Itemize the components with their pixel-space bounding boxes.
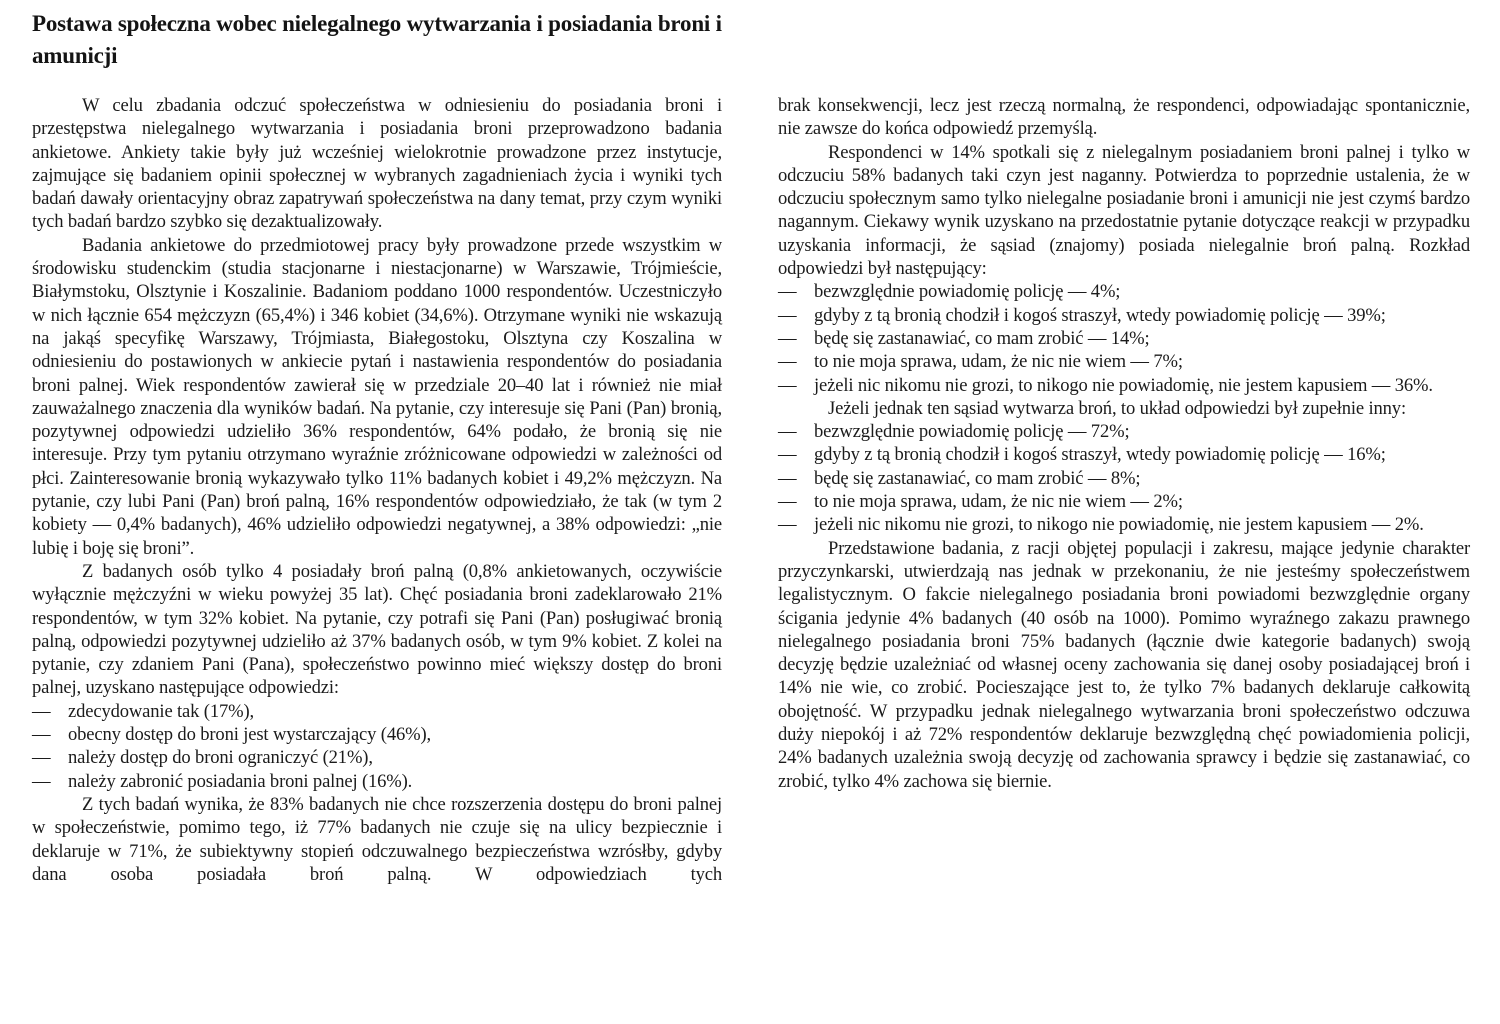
paragraph: Przedstawione badania, z racji objętej populacji i zakresu, mające jedynie charakter przyczynkarski, utwierdzają nas jednak w przekonaniu, że nie jesteśmy społeczeństwem legalistycznym. O fakcie nielegalnego posiadania broni powiadomi bezwzględnie organy ścigania jedynie 4% badanych (40 osób na 1000). Pomimo wyraźnego zakazu prawnego nielegalnego posiadania broni 75% badanych (łącznie dwie kategorie badanych) swoją decyzję będzie uzależniać od własnej oceny zachowania się danej osoby posiadającej broń i 14% nie wie, co zrobić. Pocieszające jest to, że tylko 7% badanych deklaruje całkowitą obojętność. W przypadku jednak nielegalnego wytwarzania broni społeczeństwo odczuwa duży niepokój i aż 72% respondentów deklaruje bezwzględną chęć powiadomienia policji, 24% badanych uzależnia swoją decyzję od zachowania sprawcy i będzie się zastanawiać, co zrobić, tylko 4% zachowa się biernie. xyxy=(778,537,1470,792)
list-item xyxy=(32,770,722,793)
dash-bullet: — xyxy=(778,351,797,373)
list-item-text: należy zabronić posiadania broni palnej (16%). xyxy=(68,770,413,792)
list-item xyxy=(778,467,1470,490)
list-item-text: gdyby z tą bronią chodził i kogoś straszył, wtedy powiadomię policję — 16%; xyxy=(814,444,1386,466)
dash-bullet: — xyxy=(32,747,51,769)
list-item xyxy=(778,490,1470,513)
dash-bullet: — xyxy=(778,421,797,443)
left-column xyxy=(32,94,722,886)
list-item xyxy=(32,700,722,723)
list-item-text: będę się zastanawiać, co mam zrobić — 8%; xyxy=(814,467,1141,489)
list-item-text: to nie moja sprawa, udam, że nic nie wiem — 7%; xyxy=(814,351,1183,373)
list-item-text: należy dostęp do broni ograniczyć (21%), xyxy=(68,747,373,769)
paragraph: W celu zbadania odczuć społeczeństwa w odniesieniu do posiadania broni i przestępstwa nielegalnego wytwarzania i posiadania broni przeprowadzono badania ankietowe. Ankiety takie były już wcześniej wielokrotnie prowadzone przez instytucje, zajmujące się badaniem opinii społecznej w wybranych zagadnieniach życia i wyniki tych badań dawały orientacyjny obraz zapatrywań społeczeństwa na dany temat, przy czym wyniki tych badań bardzo szybko się dezaktualizowały. xyxy=(32,95,722,233)
neighbor-possession-list xyxy=(778,280,1470,396)
list-item xyxy=(778,280,1470,303)
dash-bullet: — xyxy=(32,724,51,746)
list-item xyxy=(32,723,722,746)
paragraph: Respondenci w 14% spotkali się z nielegalnym posiadaniem broni palnej i tylko w odczuciu 58% badanych taki czyn jest naganny. Potwierdza to poprzednie ustalenia, że w odczuciu społecznym samo tylko nielegalne posiadanie broni i amunicji nie jest czymś bardzo nagannym. Ciekawy wynik uzyskano na przedostatnie pytanie dotyczące reakcji w przypadku uzyskania informacji, że sąsiad (znajomy) posiada nielegalnie broń palną. Rozkład odpowiedzi był następujący: xyxy=(778,141,1470,280)
list-item-text: zdecydowanie tak (17%), xyxy=(68,700,255,722)
paragraph: Z badanych osób tylko 4 posiadały broń palną (0,8% ankietowanych, oczywiście wyłącznie mężczyźni w wieku powyżej 35 lat). Chęć posiadania broni zadeklarowało 21% respondentów, w tym 32% kobiet. Na pytanie, czy potrafi się Pani (Pan) posługiwać bronią palną, odpowiedzi pozytywnej udzieliło aż 37% badanych osób, w tym 9% kobiet. Z kolei na pytanie, czy zdaniem Pani (Pana), społeczeństwo powinno mieć większy dostęp do broni palnej, uzyskano następujące odpowiedzi: xyxy=(32,560,722,699)
paragraph: Jeżeli jednak ten sąsiad wytwarza broń, to układ odpowiedzi był zupełnie inny: xyxy=(828,397,1406,419)
list-item-text: będę się zastanawiać, co mam zrobić — 14%; xyxy=(814,327,1150,349)
dash-bullet: — xyxy=(32,770,51,792)
right-column xyxy=(778,94,1470,793)
list-item-text: jeżeli nic nikomu nie grozi, to nikogo nie powiadomię, nie jestem kapusiem — 36%. xyxy=(814,374,1433,396)
list-item xyxy=(778,443,1470,466)
list-item-text: bezwzględnie powiadomię policję — 4%; xyxy=(814,281,1121,303)
dash-bullet: — xyxy=(778,281,797,303)
paragraph: Badania ankietowe do przedmiotowej pracy były prowadzone przede wszystkim w środowisku studenckim (studia stacjonarne i niestacjonarne) w Warszawie, Trójmieście, Białymstoku, Olsztynie i Koszalinie. Badaniom poddano 1000 respondentów. Uczestniczyło w nich łącznie 654 mężczyzn (65,4%) i 346 kobiet (34,6%). Otrzymane wyniki nie wskazują na jakąś specyfikę Warszawy, Trójmiasta, Białegostoku, Olsztyna czy Koszalina w odniesieniu do postawionych w ankiecie pytań i nastawienia respondentów do posiadania broni palnej. Wiek respondentów zawierał się w przedziale 20–40 lat i również nie miał zauważalnego znaczenia dla wyników badań. Na pytanie, czy interesuje się Pani (Pan) bronią, pozytywnej odpowiedzi udzieliło 36% respondentów, 64% podało, że bronią się nie interesuje. Przy tym pytaniu otrzymano wyraźnie zróżnicowane odpowiedzi w zależności od płci. Zainteresowanie bronią wykazywało tylko 11% badanych kobiet i 49,2% mężczyzn. Na pytanie, czy lubi Pani (Pan) broń palną, 16% respondentów odpowiedziało, że tak (w tym 2 kobiety — 0,4% badanych), 46% udzieliło odpowiedzi negatywnej, a 38% odpowiedzi: „nie lubię i boję się broni”. xyxy=(32,234,722,559)
access-opinion-list xyxy=(32,700,722,793)
list-item xyxy=(778,350,1470,373)
dash-bullet: — xyxy=(778,374,797,396)
list-item xyxy=(778,420,1470,443)
dash-bullet: — xyxy=(778,491,797,513)
list-item xyxy=(778,304,1470,327)
list-item xyxy=(778,513,1470,536)
list-item xyxy=(32,746,722,769)
dash-bullet: — xyxy=(778,304,797,326)
paragraph-continuation: brak konsekwencji, lecz jest rzeczą normalną, że respondenci, odpowiadając spontanicznie, nie zawsze do końca odpowiedź przemyślą. xyxy=(778,95,1470,140)
list-item-text: bezwzględnie powiadomię policję — 72%; xyxy=(814,421,1130,443)
document-title: Postawa społeczna wobec nielegalnego wytwarzania i posiadania broni i amunicji xyxy=(32,11,722,68)
list-item xyxy=(778,374,1470,397)
paragraph: Z tych badań wynika, że 83% badanych nie chce rozszerzenia dostępu do broni palnej w społeczeństwie, pomimo tego, iż 77% badanych nie czuje się na ulicy bezpiecznie i deklaruje w 71%, że subiektywny stopień odczuwalnego bezpieczeństwa wzrósłby, gdyby dana osoba posiadała broń palną. W odpowiedziach tych xyxy=(32,793,722,885)
list-item-text: gdyby z tą bronią chodził i kogoś straszył, wtedy powiadomię policję — 39%; xyxy=(814,304,1386,326)
list-item-text: to nie moja sprawa, udam, że nic nie wiem — 2%; xyxy=(814,491,1183,513)
dash-bullet: — xyxy=(778,327,797,349)
list-item-text: obecny dostęp do broni jest wystarczający (46%), xyxy=(68,724,432,746)
list-item-text: jeżeli nic nikomu nie grozi, to nikogo nie powiadomię, nie jestem kapusiem — 2%. xyxy=(814,514,1424,536)
dash-bullet: — xyxy=(778,467,797,489)
dash-bullet: — xyxy=(778,514,797,536)
dash-bullet: — xyxy=(778,444,797,466)
list-item xyxy=(778,327,1470,350)
neighbor-manufacture-list xyxy=(778,420,1470,536)
dash-bullet: — xyxy=(32,700,51,722)
